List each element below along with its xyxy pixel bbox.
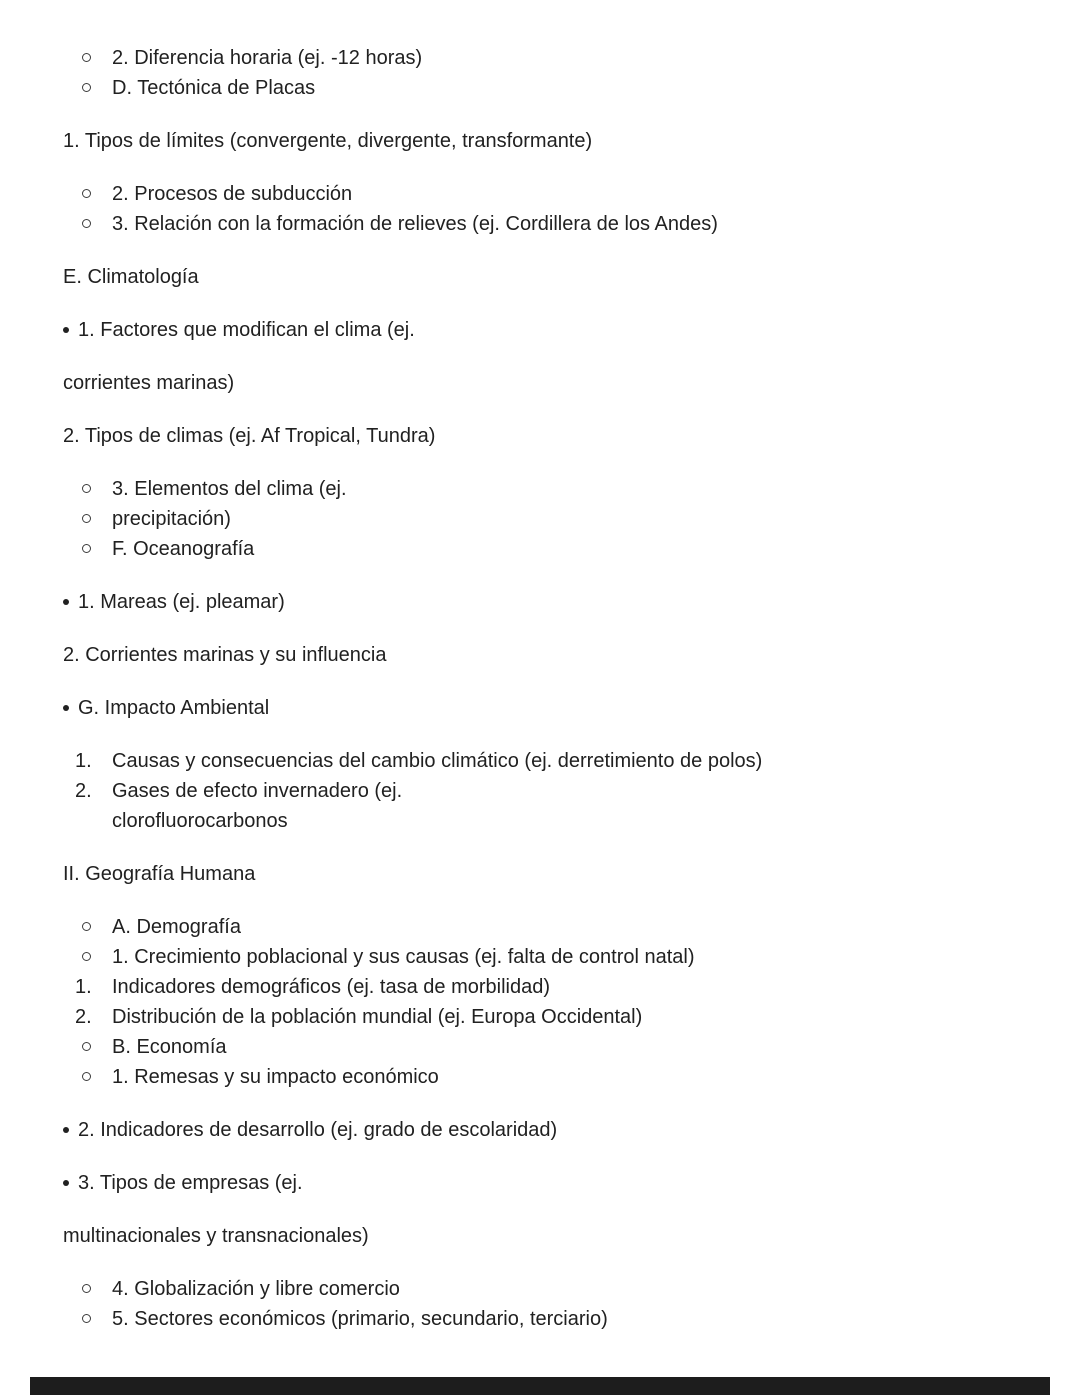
text-line: D. Tectónica de Placas <box>112 77 316 99</box>
circle-bullet-icon <box>82 484 91 493</box>
list-item-text <box>112 474 1040 504</box>
list-item <box>63 504 1040 534</box>
bottom-dark-bar <box>30 1377 1050 1395</box>
list-item <box>63 73 1040 103</box>
bullet-dot-icon <box>63 705 69 711</box>
list-block <box>63 179 1040 239</box>
bulleted-paragraph <box>63 693 1040 723</box>
circle-bullet-icon <box>82 83 91 92</box>
number-marker: 1. <box>75 750 92 772</box>
list-block <box>63 1274 1040 1334</box>
circle-bullet-icon <box>82 1284 91 1293</box>
list-item-text <box>112 942 1040 972</box>
list-item-text <box>112 504 1040 534</box>
text-line: 4. Globalización y libre comercio <box>112 1278 400 1300</box>
list-item <box>63 474 1040 504</box>
list-item-text <box>112 1032 1040 1062</box>
paragraph-text: 2. Tipos de climas (ej. Af Tropical, Tundra) <box>63 425 436 447</box>
paragraph-text: 2. Indicadores de desarrollo (ej. grado de escolaridad) <box>78 1119 558 1141</box>
list-block <box>63 746 1040 836</box>
circle-bullet-icon <box>82 219 91 228</box>
circle-bullet-icon <box>82 53 91 62</box>
circle-bullet-icon <box>82 189 91 198</box>
list-item-text <box>112 73 1040 103</box>
text-line: 1. Crecimiento poblacional y sus causas (ej. falta de control natal) <box>112 946 695 968</box>
paragraph-text: 1. Tipos de límites (convergente, divergente, transformante) <box>63 130 593 152</box>
list-item-text <box>112 209 1040 239</box>
bulleted-paragraph <box>63 1115 1040 1145</box>
text-line: Gases de efecto invernadero (ej. <box>112 780 403 802</box>
paragraph-text: multinacionales y transnacionales) <box>63 1225 369 1247</box>
list-item <box>63 1062 1040 1092</box>
list-item-text <box>112 746 1040 776</box>
circle-bullet-icon <box>82 1314 91 1323</box>
list-item <box>63 776 1040 836</box>
list-item-text <box>112 534 1040 564</box>
text-line: 3. Elementos del clima (ej. <box>112 478 347 500</box>
number-marker: 2. <box>75 780 92 802</box>
list-item-text <box>112 972 1040 1002</box>
list-item-text <box>112 776 1040 836</box>
text-line: F. Oceanografía <box>112 538 255 560</box>
paragraph <box>63 368 1040 398</box>
list-item <box>63 972 1040 1002</box>
list-item-text <box>112 912 1040 942</box>
bullet-dot-icon <box>63 1180 69 1186</box>
paragraph-text: E. Climatología <box>63 266 199 288</box>
text-line: A. Demografía <box>112 916 241 938</box>
circle-bullet-icon <box>82 922 91 931</box>
list-item <box>63 1002 1040 1032</box>
bulleted-paragraph <box>63 315 1040 345</box>
circle-bullet-icon <box>82 1072 91 1081</box>
paragraph-text: corrientes marinas) <box>63 372 235 394</box>
list-item <box>63 942 1040 972</box>
text-line: 2. Diferencia horaria (ej. -12 horas) <box>112 47 423 69</box>
paragraph-text: 3. Tipos de empresas (ej. <box>78 1172 303 1194</box>
paragraph-text: 1. Mareas (ej. pleamar) <box>78 591 285 613</box>
paragraph <box>63 640 1040 670</box>
list-item-text <box>112 179 1040 209</box>
paragraph-text: 2. Corrientes marinas y su influencia <box>63 644 387 666</box>
circle-bullet-icon <box>82 544 91 553</box>
list-block <box>63 43 1040 103</box>
paragraph <box>63 262 1040 292</box>
list-item-text <box>112 1002 1040 1032</box>
bullet-dot-icon <box>63 599 69 605</box>
number-marker: 2. <box>75 1006 92 1028</box>
list-item <box>63 746 1040 776</box>
list-item <box>63 1304 1040 1334</box>
paragraph <box>63 126 1040 156</box>
bulleted-paragraph <box>63 1168 1040 1198</box>
text-line: B. Economía <box>112 1036 227 1058</box>
number-marker: 1. <box>75 976 92 998</box>
circle-bullet-icon <box>82 514 91 523</box>
list-block <box>63 912 1040 1092</box>
list-item <box>63 534 1040 564</box>
circle-bullet-icon <box>82 1042 91 1051</box>
list-item <box>63 912 1040 942</box>
text-line: clorofluorocarbonos <box>112 810 288 832</box>
list-item <box>63 179 1040 209</box>
text-line: 1. Remesas y su impacto económico <box>112 1066 439 1088</box>
paragraph-text: G. Impacto Ambiental <box>78 697 270 719</box>
text-line: 3. Relación con la formación de relieves (ej. Cordillera de los Andes) <box>112 213 718 235</box>
list-item <box>63 43 1040 73</box>
bulleted-paragraph <box>63 587 1040 617</box>
paragraph <box>63 421 1040 451</box>
list-item-text <box>112 43 1040 73</box>
paragraph-text: II. Geografía Humana <box>63 863 256 885</box>
list-item <box>63 209 1040 239</box>
text-line: Distribución de la población mundial (ej. Europa Occidental) <box>112 1006 643 1028</box>
text-line: precipitación) <box>112 508 231 530</box>
text-line: 5. Sectores económicos (primario, secundario, terciario) <box>112 1308 608 1330</box>
text-line: Indicadores demográficos (ej. tasa de morbilidad) <box>112 976 550 998</box>
paragraph <box>63 859 1040 889</box>
paragraph-text: 1. Factores que modifican el clima (ej. <box>78 319 415 341</box>
bullet-dot-icon <box>63 327 69 333</box>
bullet-dot-icon <box>63 1127 69 1133</box>
text-line: 2. Procesos de subducción <box>112 183 353 205</box>
list-item <box>63 1032 1040 1062</box>
list-item <box>63 1274 1040 1304</box>
list-item-text <box>112 1304 1040 1334</box>
paragraph <box>63 1221 1040 1251</box>
circle-bullet-icon <box>82 952 91 961</box>
list-item-text <box>112 1062 1040 1092</box>
list-block <box>63 474 1040 564</box>
text-line: Causas y consecuencias del cambio climático (ej. derretimiento de polos) <box>112 750 763 772</box>
list-item-text <box>112 1274 1040 1304</box>
